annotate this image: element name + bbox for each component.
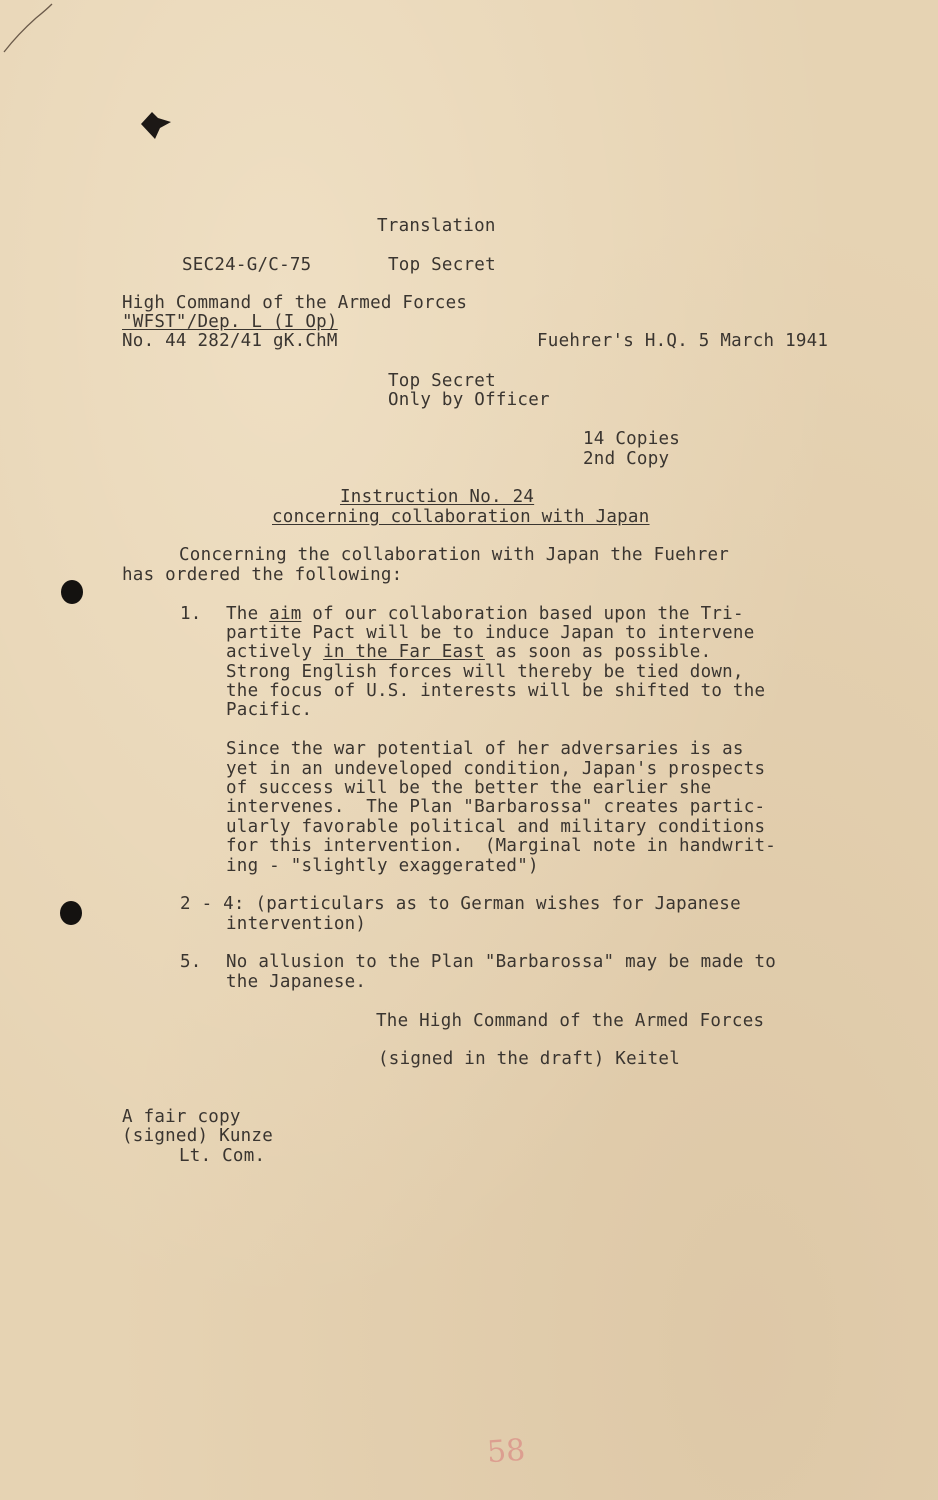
para-2-line-1: Since the war potential of her adversaries is as	[226, 739, 744, 759]
top-secret-label: Top Secret	[388, 255, 496, 275]
ink-mark-icon	[138, 108, 174, 142]
para-2-line-7: ing - "slightly exaggerated")	[226, 856, 539, 876]
fair-copy-line-1: A fair copy	[122, 1107, 241, 1127]
para-2-line-6: for this intervention. (Marginal note in handwrit-	[226, 836, 777, 856]
item-1-number: 1.	[180, 604, 202, 624]
signature-line: (signed in the draft) Keitel	[378, 1049, 681, 1069]
reference-code: SEC24-G/C-75	[182, 255, 312, 275]
fair-copy-line-2: (signed) Kunze	[122, 1126, 274, 1146]
top-secret-label-2: Top Secret	[388, 371, 496, 391]
items-2-4-line-2: intervention)	[226, 914, 367, 934]
item-1-line-4: Strong English forces will thereby be tied down,	[226, 662, 744, 682]
items-2-4-line-1: 2 - 4: (particulars as to German wishes for Japanese	[180, 894, 741, 914]
punch-hole-icon	[60, 901, 82, 925]
para-2-line-3: of success will be the better the earlier she	[226, 778, 712, 798]
item-1-line-1: The aim of our collaboration based upon the Tri-	[226, 604, 744, 624]
intro-line-2: has ordered the following:	[122, 565, 403, 585]
item-5-number: 5.	[180, 952, 202, 972]
hq-date: Fuehrer's H.Q. 5 March 1941	[537, 331, 829, 351]
instruction-title: Instruction No. 24	[340, 487, 535, 507]
item-1-line-6: Pacific.	[226, 700, 313, 720]
instruction-subtitle: concerning collaboration with Japan	[272, 507, 650, 527]
intro-line-1: Concerning the collaboration with Japan the Fuehrer	[179, 545, 730, 565]
copies-count: 14 Copies	[583, 429, 681, 449]
item-1-line-5: the focus of U.S. interests will be shifted to the	[226, 681, 766, 701]
para-2-line-4: intervenes. The Plan "Barbarossa" creates partic-	[226, 797, 766, 817]
translation-label: Translation	[377, 216, 496, 236]
para-2-line-2: yet in an undeveloped condition, Japan's prospects	[226, 759, 766, 779]
corner-scribble-icon	[0, 0, 60, 60]
org-line-2: "WFST"/Dep. L (I Op)	[122, 312, 338, 332]
signature-org: The High Command of the Armed Forces	[376, 1011, 765, 1031]
item-5-line-1: No allusion to the Plan "Barbarossa" may be made to	[226, 952, 777, 972]
fair-copy-line-3: Lt. Com.	[179, 1146, 266, 1166]
org-line-3: No. 44 282/41 gK.ChM	[122, 331, 338, 351]
copy-number: 2nd Copy	[583, 449, 670, 469]
item-1-line-3: actively in the Far East as soon as possible.	[226, 642, 712, 662]
org-line-1: High Command of the Armed Forces	[122, 293, 468, 313]
page-number-stamp: 58	[485, 1432, 527, 1471]
item-5-line-2: the Japanese.	[226, 972, 367, 992]
punch-hole-icon	[61, 580, 83, 604]
only-by-officer: Only by Officer	[388, 390, 550, 410]
para-2-line-5: ularly favorable political and military conditions	[226, 817, 766, 837]
item-1-line-2: partite Pact will be to induce Japan to intervene	[226, 623, 755, 643]
